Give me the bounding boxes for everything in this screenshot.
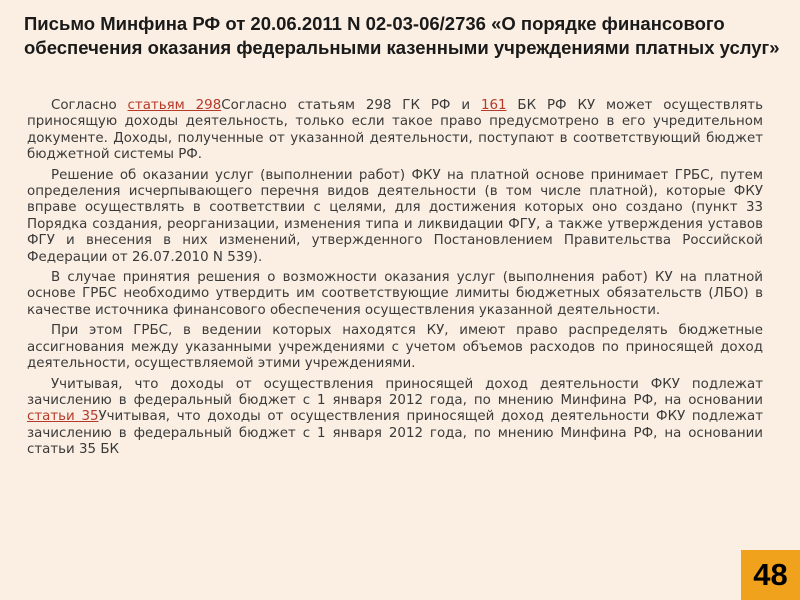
link-article-35[interactable]: статьи 35 bbox=[27, 409, 99, 425]
link-article-298[interactable]: статьям 298 bbox=[127, 98, 222, 113]
paragraph-text: БК РФ КУ может осуществлять приносящую доходы деятельность, только если такое право предусмотрено в его учредительном документе. Доходы, полученные от указанной деятельности, поступают в соответствующий бюджет бюджетной системы РФ. bbox=[27, 98, 763, 163]
paragraph-1 bbox=[27, 98, 763, 164]
paragraph-text: Согласно bbox=[51, 98, 128, 113]
link-article-161[interactable]: 161 bbox=[480, 98, 507, 113]
paragraph-2: Решение об оказании услуг (выполнении работ) ФКУ на платной основе принимает ГРБС, путем определения исчерпывающего перечня видов деятельности (в том числе платной), которые ФКУ вправе осуществлять в соответствии с целями, для достижения которых оно создано (пункт 33 Порядка создания, реорганизации, изменения типа и ликвидации ФГУ, а также утверждения уставов ФГУ и внесения в них изменений, утвержденного Постановлением Правительства Российской Федерации от 26.07.2010 N 539). bbox=[27, 167, 763, 265]
page-number-badge: 48 bbox=[741, 550, 800, 600]
paragraph-text: Согласно статьям 298 ГК РФ и bbox=[221, 98, 481, 113]
paragraph-3: В случае принятия решения о возможности оказания услуг (выполнения работ) КУ на платной основе ГРБС необходимо утвердить им соответствующие лимиты бюджетных обязательств (ЛБО) в качестве источника финансового обеспечения осуществления указанной деятельности. bbox=[27, 270, 763, 318]
body-text bbox=[27, 98, 763, 463]
paragraph-text: Учитывая, что доходы от осуществления приносящей доход деятельности ФКУ подлежат зачислению в федеральный бюджет с 1 января 2012 года, по мнению Минфина РФ, на основании статьи 35 БК bbox=[27, 409, 763, 458]
paragraph-text: Учитывая, что доходы от осуществления приносящей доход деятельности ФКУ подлежат зачислению в федеральный бюджет с 1 января 2012 года, по мнению Минфина РФ, на основании bbox=[27, 376, 763, 408]
paragraph-4: При этом ГРБС, в ведении которых находятся КУ, имеют право распределять бюджетные ассигнования между указанными учреждениями с учетом объемов расходов по приносящей доход деятельности, осуществляемой этими учреждениями. bbox=[27, 323, 763, 372]
slide-title: Письмо Минфина РФ от 20.06.2011 N 02-03-06/2736 «О порядке финансового обеспечения оказания федеральными казенными учреждениями платных услуг» bbox=[24, 13, 780, 58]
paragraph-5 bbox=[27, 377, 763, 459]
